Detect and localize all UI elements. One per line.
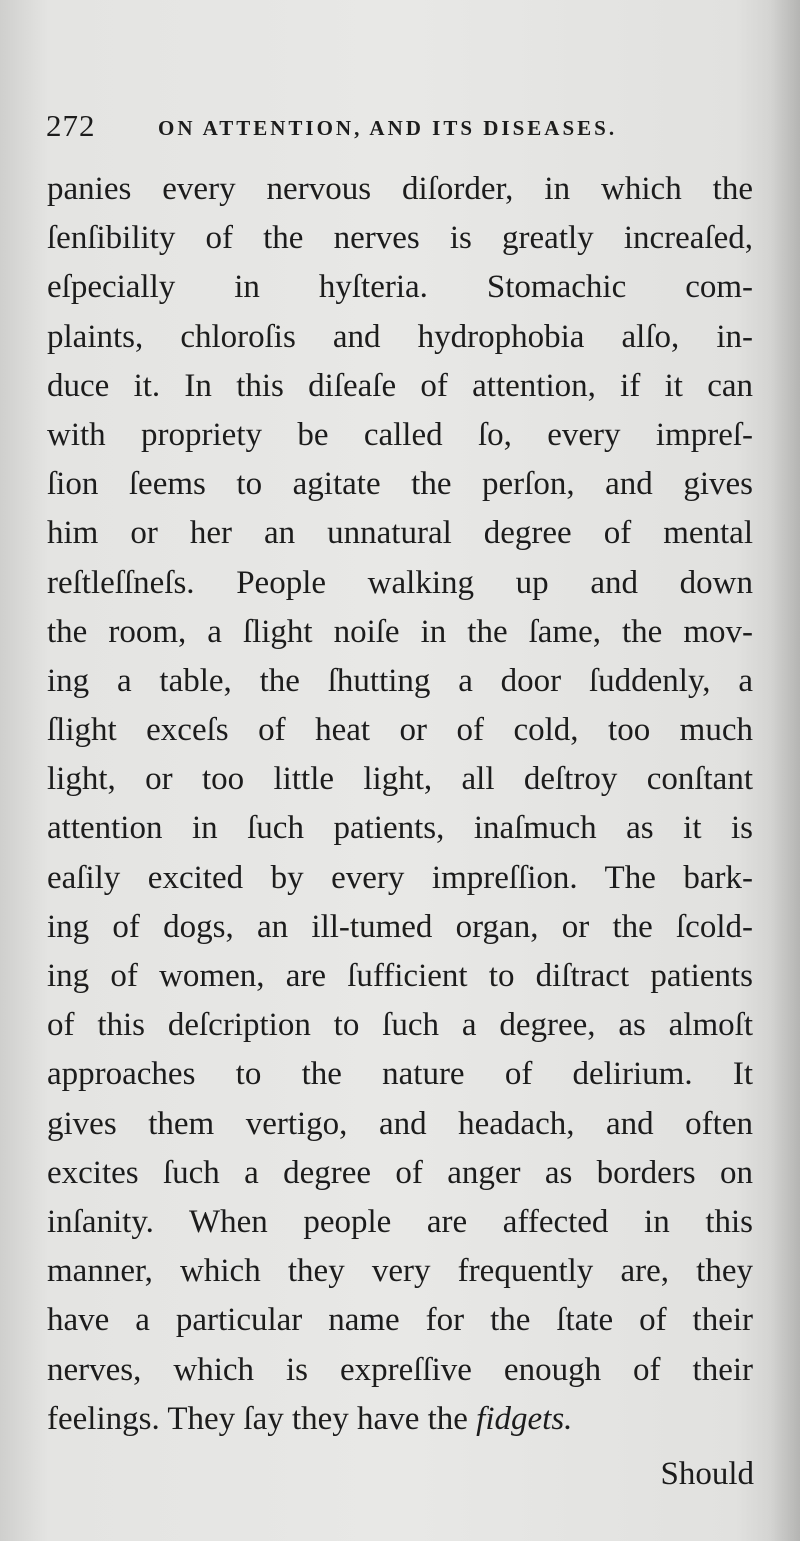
text-line-final <box>47 1395 753 1444</box>
text-line: him or her an unnatural degree of mental <box>47 515 753 552</box>
final-line-text: feelings. They ſay they have the <box>47 1400 477 1437</box>
text-line: manner, which they very frequently are, they <box>47 1253 753 1290</box>
text-line: ing of women, are ſufficient to diſtract patients <box>47 958 753 994</box>
text-line: approaches to the nature of delirium. It <box>47 1056 753 1093</box>
text-line: ſenſibility of the nerves is greatly increaſed, <box>47 220 753 257</box>
text-line: nerves, which is expreſſive enough of their <box>47 1351 753 1388</box>
text-line: with propriety be called ſo, every impreſ- <box>47 416 753 453</box>
text-line: gives them vertigo, and headach, and often <box>47 1105 753 1142</box>
text-line: ſlight exceſs of heat or of cold, too much <box>47 712 753 749</box>
text-line: excites ſuch a degree of anger as borders on <box>47 1154 753 1191</box>
running-head <box>46 108 746 148</box>
final-line-italic-word: fidgets. <box>476 1400 573 1437</box>
text-line: light, or too little light, all deſtroy conſtant <box>47 761 753 798</box>
catchword: Should <box>660 1456 754 1492</box>
page-number: 272 <box>46 108 96 143</box>
running-head-title: ON ATTENTION, AND ITS DISEASES. <box>158 116 618 140</box>
page-edge-shadow <box>770 0 800 1541</box>
text-line: of this deſcription to ſuch a degree, as almoſt <box>47 1007 753 1044</box>
text-line: inſanity. When people are affected in this <box>47 1203 753 1240</box>
text-line: ing of dogs, an ill-tumed organ, or the ſcold- <box>47 908 753 945</box>
text-line: attention in ſuch patients, inaſmuch as it is <box>47 810 753 847</box>
text-line: plaints, chloroſis and hydrophobia alſo, in- <box>47 318 753 355</box>
text-line: panies every nervous diſorder, in which the <box>47 171 753 207</box>
text-line: ſion ſeems to agitate the perſon, and gives <box>47 466 753 503</box>
text-line: duce it. In this diſeaſe of attention, if it can <box>47 367 753 404</box>
text-line: the room, a ſlight noiſe in the ſame, the mov- <box>47 613 753 650</box>
text-line: reſtleſſneſs. People walking up and down <box>47 564 753 601</box>
text-line: ing a table, the ſhutting a door ſuddenly, a <box>47 662 753 699</box>
text-line: have a particular name for the ſtate of their <box>47 1302 753 1339</box>
text-line: eſpecially in hyſteria. Stomachic com- <box>47 269 753 306</box>
text-line: eaſily excited by every impreſſion. The bark- <box>47 859 753 896</box>
body-text <box>47 165 753 1444</box>
